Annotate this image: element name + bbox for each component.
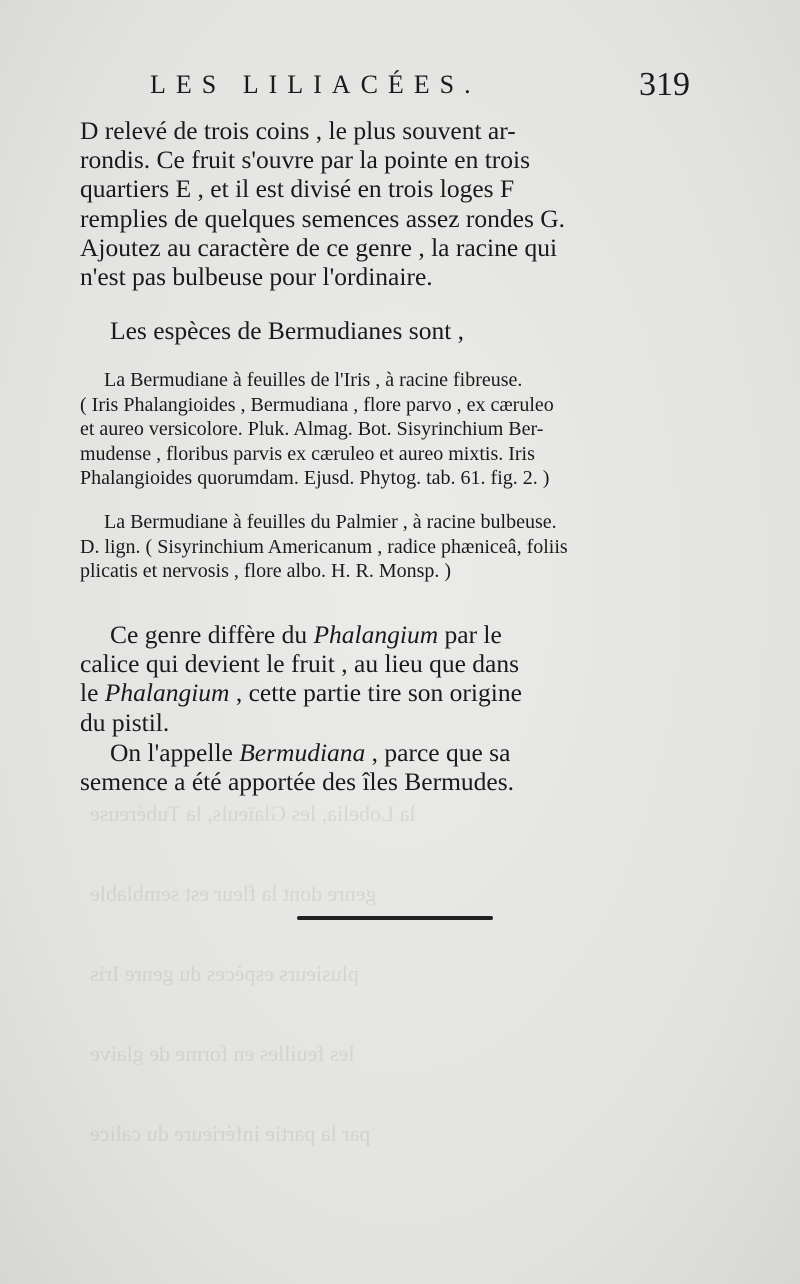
text-line: le Phalangium , cette partie tire son origine [80,678,522,708]
text-line: La Bermudiane à feuilles de l'Iris , à racine fibreuse. [104,369,523,391]
page-header [150,66,690,106]
text-line: On l'appelle Bermudiana , parce que sa [110,738,511,767]
text-line: ( Iris Phalangioides , Bermudiana , flore parvo , ex cæruleo [80,393,554,416]
text-line: Ce genre diffère du Phalangium par le [110,620,502,649]
italic-genus: Phalangium [313,620,439,649]
text-line: D. lign. ( Sisyrinchium Americanum , radice phæniceâ, foliis [80,535,568,558]
text-line: n'est pas bulbeuse pour l'ordinaire. [80,262,433,292]
page-number: 319 [639,66,690,103]
text-line: quartiers E , et il est divisé en trois loges F [80,174,515,204]
text-line: et aureo versicolore. Pluk. Almag. Bot. Sisyrinchium Ber- [80,418,544,440]
text-line: plicatis et nervosis , flore albo. H. R. Monsp. ) [80,560,452,582]
text-line: La Bermudiane à feuilles du Palmier , à racine bulbeuse. [104,511,557,533]
text-line: Phalangioides quorumdam. Ejusd. Phytog. tab. 61. fig. 2. ) [80,467,550,489]
species-entry-palmier [80,510,692,584]
text-line: Ajoutez au caractère de ce genre , la racine qui [80,232,558,262]
species-entry-iris [80,368,692,491]
text-line: D relevé de trois coins , le plus souvent ar- [80,116,516,145]
paragraph-fruit-description [80,116,692,291]
text-line: mudense , floribus parvis ex cæruleo et aureo mixtis. Iris [80,442,535,465]
running-head: LES LILIACÉES. [150,70,481,99]
text-line: du pistil. [80,707,170,737]
paragraph-genre-differe [80,620,692,737]
text-line: rondis. Ce fruit s'ouvre par la pointe en trois [80,145,531,175]
italic-name: Bermudiana [239,738,366,767]
text-line: semence a été apportée des îles Bermudes. [80,767,515,797]
end-rule [297,916,493,920]
show-through-text: plusieurs espèces du genre Iris [90,961,359,986]
species-heading [80,316,692,345]
paragraph-name-origin [80,738,692,796]
text-line: remplies de quelques semences assez rondes G. [80,203,566,233]
show-through-text: les feuilles en forme de glaive [90,1041,355,1066]
text-line: calice qui devient le fruit , au lieu que dans [80,649,520,679]
show-through-text: la Lobelia, les Glaïeuls, la Tubéreuse [90,801,416,826]
heading-text: Les espèces de Bermudianes sont , [110,316,465,345]
show-through-text: par la partie inférieure du calice [90,1121,371,1146]
show-through-text: genre dont la fleur est semblable [90,881,377,906]
italic-genus: Phalangium [104,678,230,708]
